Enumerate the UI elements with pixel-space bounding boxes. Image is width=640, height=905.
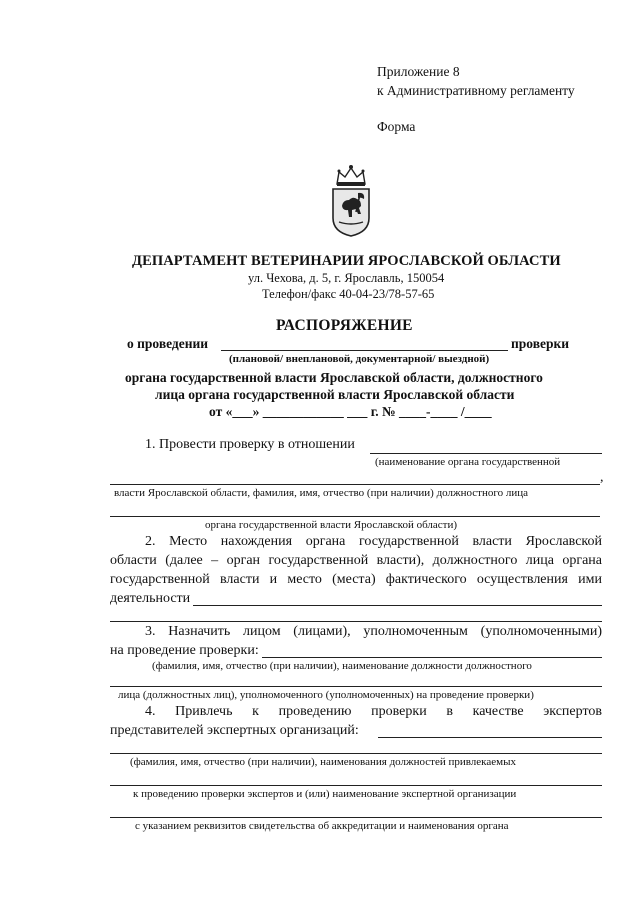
item2-field-1[interactable] (193, 605, 602, 606)
department-phone: Телефон/факс 40-04-23/78-57-65 (262, 287, 435, 301)
order-prefix: о проведении (127, 336, 209, 351)
order-date-number[interactable]: от «___» ____________ ___ г. № ____-____ /____ (209, 404, 492, 419)
item4-hint-3: с указанием реквизитов свидетельства об аккредитации и наименования органа (135, 820, 509, 832)
item2-line1: 2. Место нахождения органа государственной власти Ярославской (145, 534, 602, 549)
item4-line2: представителей экспертных организаций: (110, 723, 359, 738)
item2-line4: деятельности (110, 591, 191, 606)
coat-of-arms-emblem (327, 162, 375, 238)
item1-hint-2: власти Ярославской области, фамилия, имя, отчество (при наличии) должностного лица (114, 487, 528, 499)
item3-line2: на проведение проверки: (110, 643, 259, 658)
item2-line3: государственной власти и место (места) фактического осуществления ими (110, 572, 602, 587)
item3-field-2[interactable] (110, 686, 602, 687)
item4-hint-2: к проведению проверки экспертов и (или) наименование экспертной организации (133, 788, 517, 800)
inspection-type-field[interactable] (221, 350, 508, 351)
item1-field-1[interactable] (370, 453, 602, 454)
annex-reference: к Административному регламенту (377, 83, 575, 98)
department-name: ДЕПАРТАМЕНТ ВЕТЕРИНАРИИ ЯРОСЛАВСКОЙ ОБЛАСТИ (132, 253, 561, 269)
item2-line2: области (далее – орган государственной власти), должностного лица органа (110, 553, 602, 568)
item3-hint-2: лица (должностных лиц), уполномоченного (уполномоченных) на проведение проверки) (118, 689, 534, 701)
annex-number: Приложение 8 (377, 64, 460, 79)
order-subject-line1: органа государственной власти Ярославской области, должностного (125, 370, 543, 385)
item4-field-3[interactable] (110, 785, 602, 786)
order-subject-line2: лица органа государственной власти Ярославской области (155, 387, 515, 402)
item1-hint-1: (наименование органа государственной (375, 456, 561, 468)
item1-field-2[interactable] (110, 484, 600, 485)
item4-field-1[interactable] (378, 737, 602, 738)
item1-hint-3: органа государственной власти Ярославской области) (205, 519, 458, 531)
item2-field-2[interactable] (110, 621, 602, 622)
item4-hint-1: (фамилия, имя, отчество (при наличии), наименования должностей привлекаемых (130, 756, 516, 768)
order-suffix: проверки (511, 336, 570, 351)
item1-comma: , (600, 470, 604, 485)
form-label: Форма (377, 119, 416, 134)
item3-field-1[interactable] (262, 657, 602, 658)
item4-field-4[interactable] (110, 817, 602, 818)
item3-line1: 3. Назначить лицом (лицами), уполномоченным (уполномоченными) (145, 624, 602, 639)
item4-field-2[interactable] (110, 753, 602, 754)
item1-field-3[interactable] (110, 516, 600, 517)
inspection-type-hint: (плановой/ внеплановой, документарной/ выездной) (229, 353, 490, 365)
department-address: ул. Чехова, д. 5, г. Ярославль, 150054 (248, 271, 445, 285)
item1-text: 1. Провести проверку в отношении (145, 437, 355, 452)
document-title: РАСПОРЯЖЕНИЕ (276, 317, 413, 334)
item4-line1: 4. Привлечь к проведению проверки в качестве экспертов (145, 704, 602, 719)
item3-hint-1: (фамилия, имя, отчество (при наличии), наименование должности должностного (152, 660, 532, 672)
